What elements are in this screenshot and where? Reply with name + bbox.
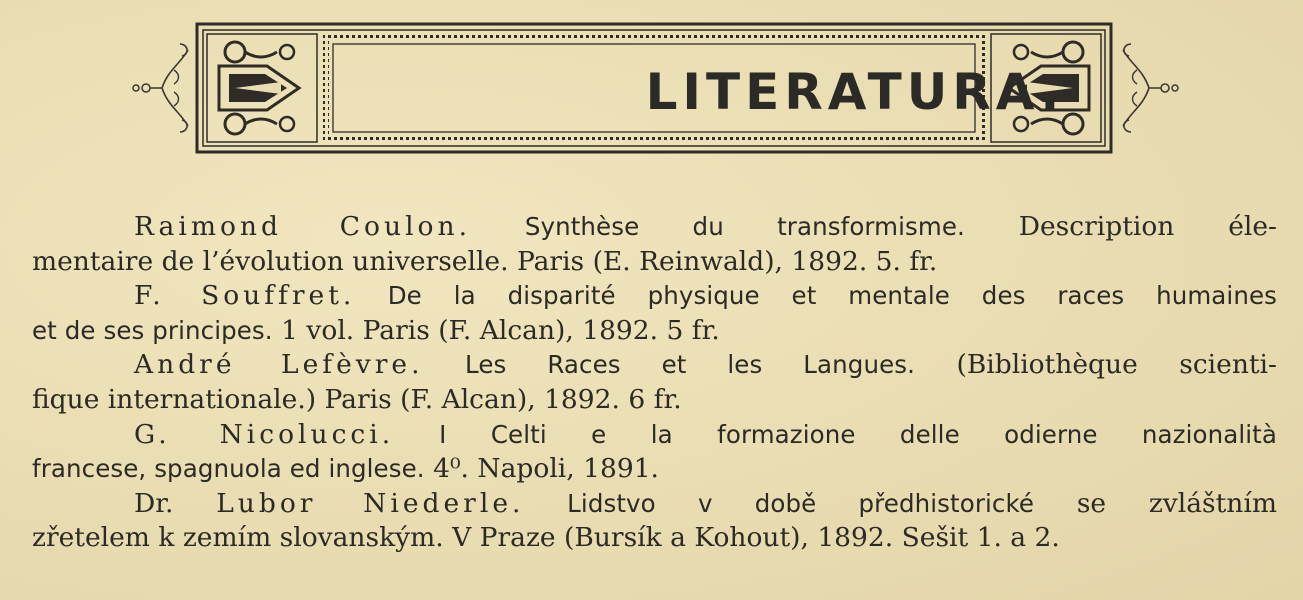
flourish-left-icon (128, 30, 198, 140)
entry-title: Les Races et les Langues. (465, 350, 915, 380)
entry-line (32, 210, 1277, 245)
entry-line (32, 418, 1277, 453)
page-title: LITERATURA. (645, 63, 1065, 121)
entry-coulon (32, 210, 1277, 279)
entry-line (32, 279, 1277, 314)
entry-line (32, 487, 1277, 522)
entry-details: fique internationale.) Paris (F. Alcan), 1892. 6 fr. (32, 383, 682, 415)
entry-details: zřetelem k zemím slovanským. V Praze (Bursík a Kohout), 1892. Sešit 1. a 2. (32, 522, 1060, 554)
entry-title: De la disparité physique et mentale des races humaines (387, 281, 1277, 311)
entry-souffret (32, 279, 1277, 348)
entry-details: 1 vol. Paris (F. Alcan), 1892. 5 fr. (281, 314, 720, 346)
entry-title: Lidstvo v době předhistorické (567, 488, 1035, 518)
entry-title: I Celti e la formazione delle odierne nazionalità (439, 419, 1277, 449)
entry-line (32, 348, 1277, 383)
entry-author: F. Souffret. (134, 280, 356, 312)
entry-author: André Lefèvre. (134, 349, 424, 381)
entry-line (32, 314, 1277, 349)
entry-author: Raimond Coulon. (134, 211, 471, 242)
entry-line (32, 383, 1277, 418)
entry-details: mentaire de l’évolution universelle. Paris (E. Reinwald), 1892. 5. fr. (32, 245, 938, 277)
entry-details: Description éle- (1018, 211, 1277, 242)
entry-details: 4⁰. Napoli, 1891. (433, 453, 659, 485)
entry-lefevre (32, 348, 1277, 417)
entry-details: se zvláštním (1076, 487, 1277, 519)
entry-details: (Bibliothèque scienti- (956, 349, 1277, 381)
entry-title: et de ses principes. (32, 315, 273, 345)
entry-line (32, 521, 1277, 556)
entry-title: Synthèse du transformisme. (524, 212, 965, 241)
header-banner (195, 22, 1113, 154)
entry-title: francese, spagnuola ed inglese. (32, 454, 425, 484)
entry-line (32, 245, 1277, 280)
entry-line (32, 452, 1277, 487)
entry-prefix: Dr. (134, 487, 174, 519)
entry-nicolucci (32, 418, 1277, 487)
entry-niederle (32, 487, 1277, 556)
bibliography-list (32, 210, 1277, 556)
entry-author: Lubor Niederle. (216, 487, 525, 519)
entry-author: G. Nicolucci. (134, 418, 395, 450)
